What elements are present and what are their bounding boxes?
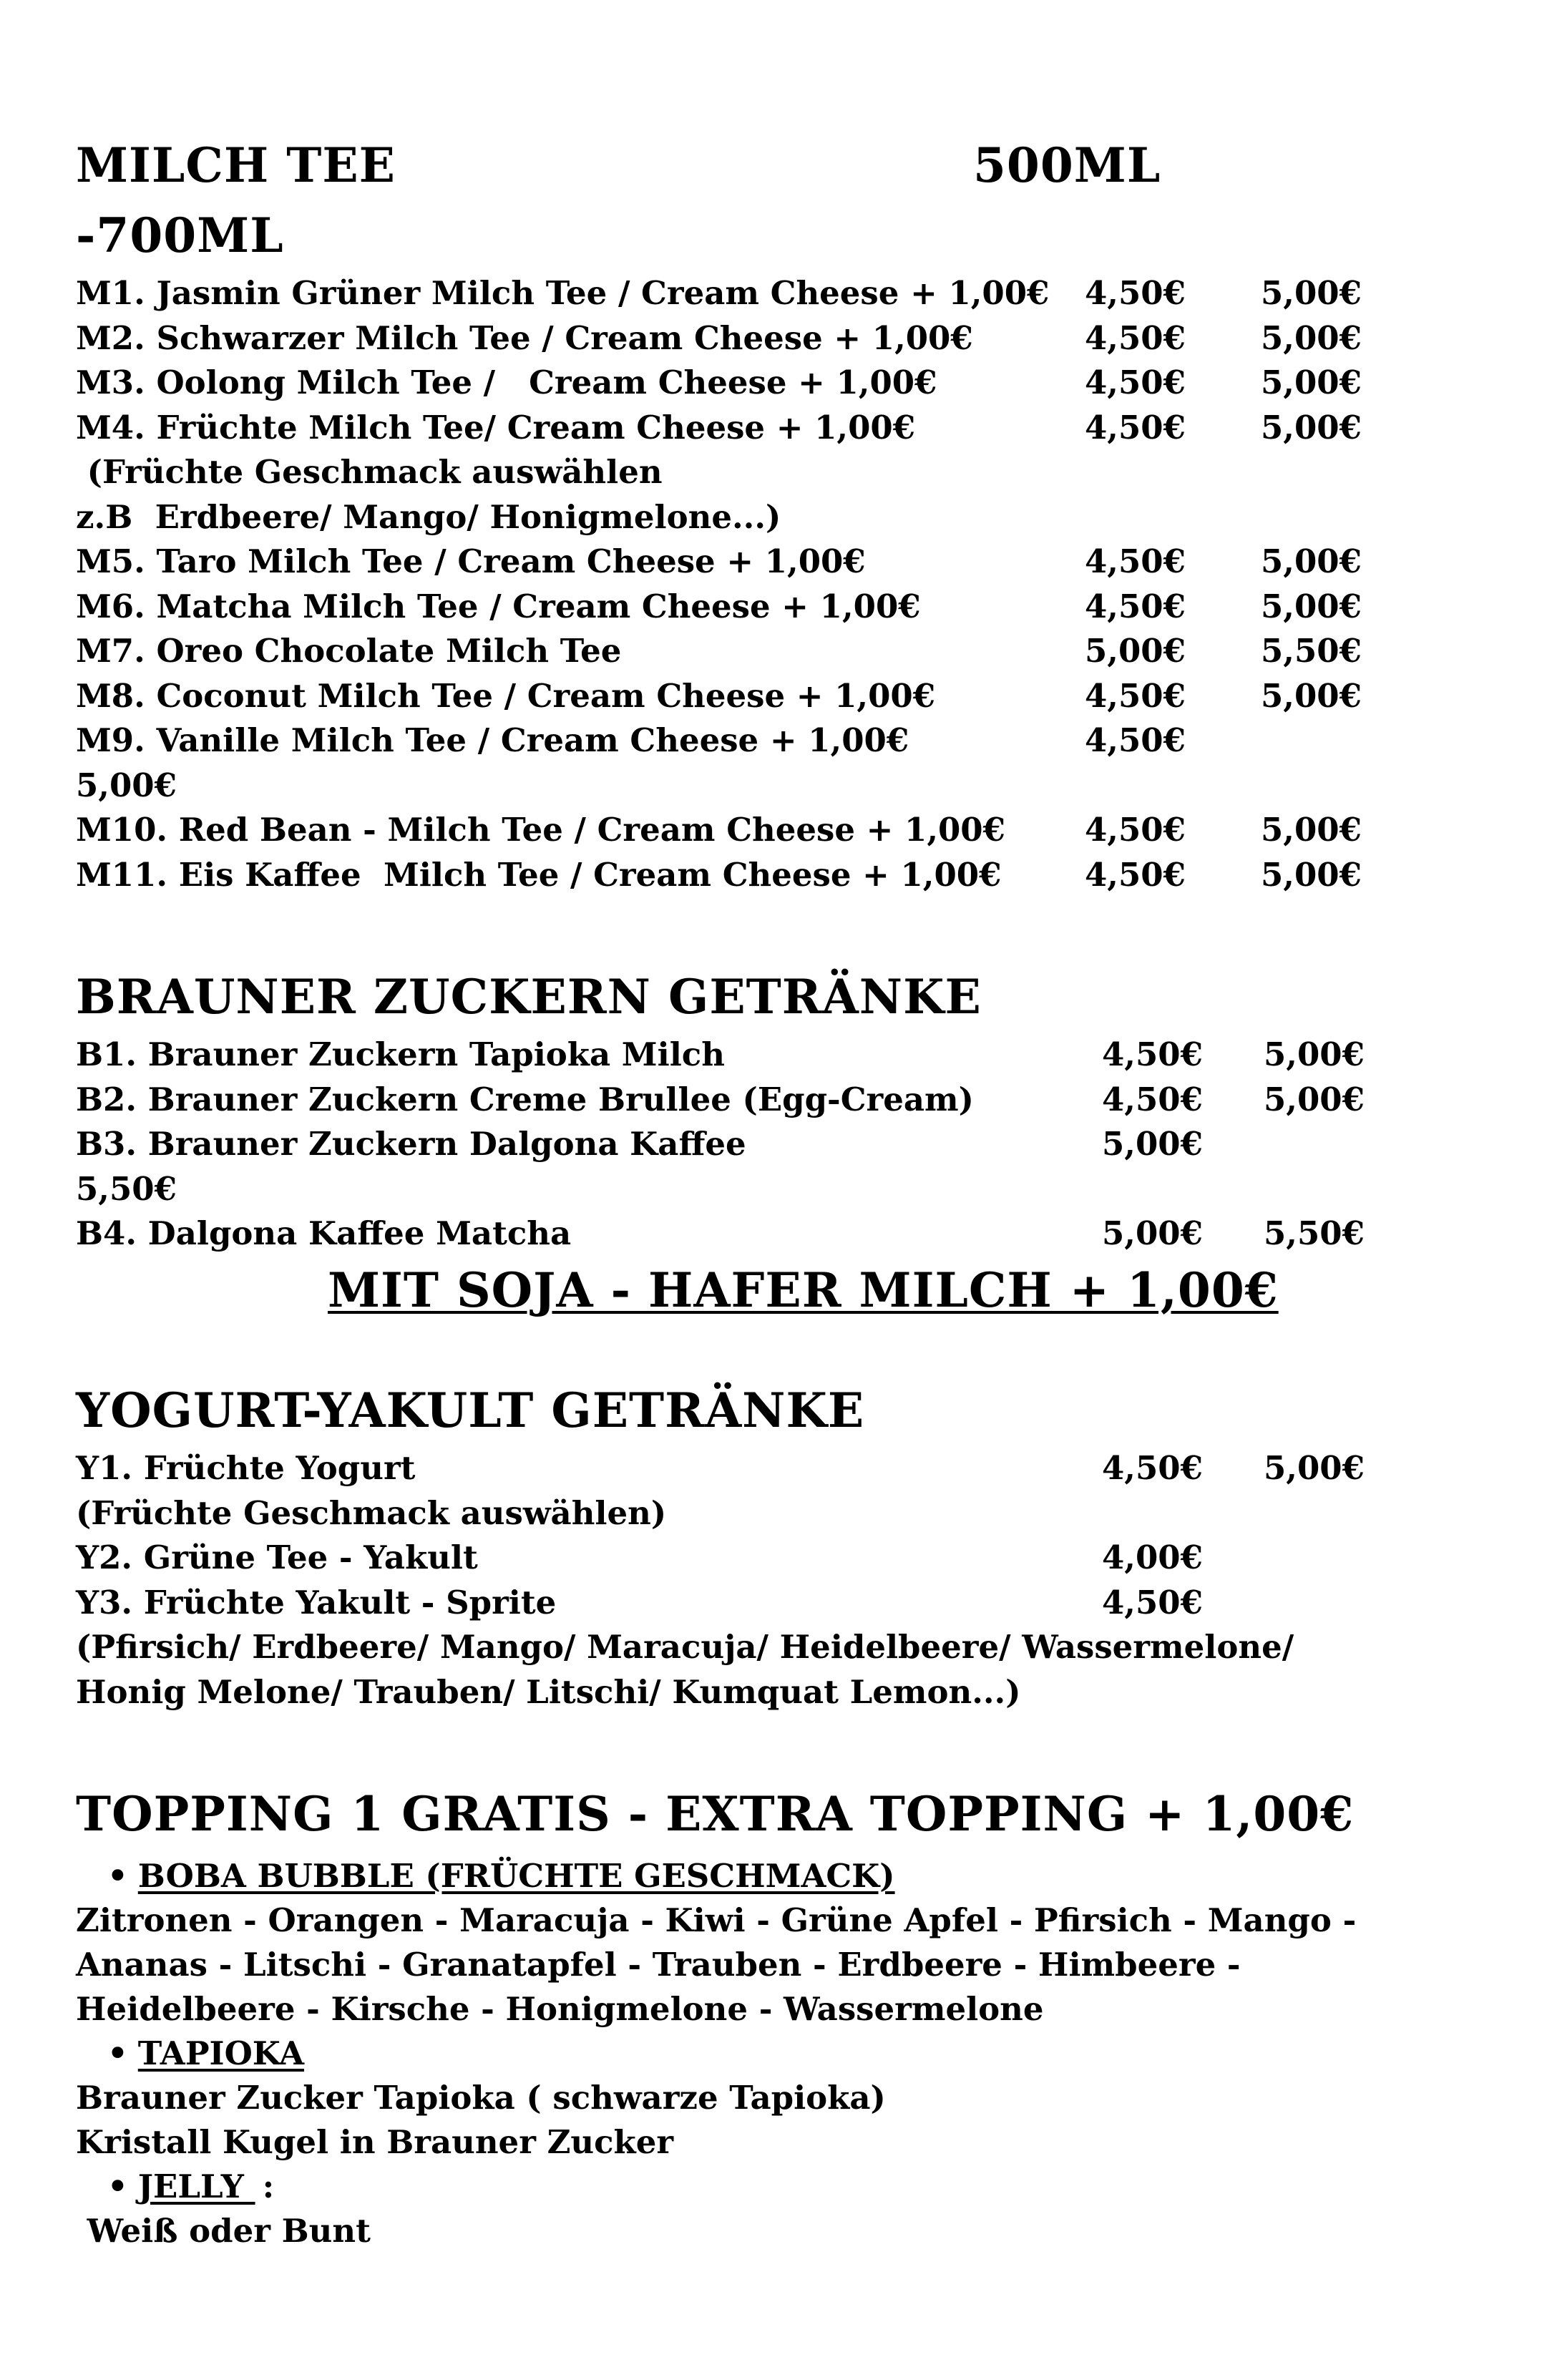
milch-item-name: M4. Früchte Milch Tee/ Cream Cheese + 1,00€ bbox=[76, 408, 916, 447]
milch-item-price-700: 5,00€ bbox=[1261, 274, 1362, 312]
brauner-item-price-700: 5,00€ bbox=[1264, 1080, 1365, 1118]
brauner-item-price-700: 5,00€ bbox=[1264, 1035, 1365, 1073]
milch-item-price-700: 5,00€ bbox=[1261, 318, 1362, 357]
tapioka-line: Brauner Zucker Tapioka ( schwarze Tapioka) bbox=[76, 2079, 886, 2117]
milch-item-price-700: 5,00€ bbox=[1261, 542, 1362, 580]
bullet-icon: • bbox=[107, 2167, 128, 2205]
milch-item-price-700: 5,00€ bbox=[1261, 811, 1362, 849]
jelly-colon: : bbox=[262, 2167, 275, 2205]
boba-heading bbox=[107, 1856, 895, 1896]
soja-hafer-note: MIT SOJA - HAFER MILCH + 1,00€ bbox=[328, 1262, 1279, 1318]
bullet-icon: • bbox=[107, 1857, 128, 1895]
brauner-item-price-500: 5,00€ bbox=[1102, 1214, 1203, 1252]
yogurt-item-price-700: 5,00€ bbox=[1264, 1449, 1365, 1487]
yogurt-item-price-500: 4,50€ bbox=[1102, 1583, 1203, 1621]
bullet-icon: • bbox=[107, 2034, 128, 2072]
milch-item-name: M9. Vanille Milch Tee / Cream Cheese + 1,00€ bbox=[76, 721, 909, 759]
brauner-item-price-500: 4,50€ bbox=[1102, 1035, 1203, 1073]
milch-item-name: M5. Taro Milch Tee / Cream Cheese + 1,00€ bbox=[76, 542, 866, 580]
milch-size-500: 500ML bbox=[973, 137, 1161, 193]
boba-line: Ananas - Litschi - Granatapfel - Trauben - Erdbeere - Himbeere - bbox=[76, 1946, 1241, 1984]
brauner-item-price-500: 4,50€ bbox=[1102, 1080, 1203, 1118]
milch-item-name: M6. Matcha Milch Tee / Cream Cheese + 1,00€ bbox=[76, 587, 921, 625]
milch-item-name: (Früchte Geschmack auswählen bbox=[76, 453, 663, 491]
milch-item-price-500: 4,50€ bbox=[1085, 542, 1186, 580]
yogurt-item-name: Y3. Früchte Yakult - Sprite bbox=[76, 1583, 557, 1621]
yogurt-item-name: Y1. Früchte Yogurt bbox=[76, 1449, 416, 1487]
milch-size-700: -700ML bbox=[76, 208, 284, 263]
milch-item-price-700: 5,00€ bbox=[1261, 855, 1362, 894]
milch-item-price-700: 5,00€ bbox=[1261, 364, 1362, 401]
yogurt-item-name: (Früchte Geschmack auswählen) bbox=[76, 1493, 667, 1532]
milch-item-price-700: 5,00€ bbox=[1261, 587, 1362, 625]
yogurt-item-price-500: 4,00€ bbox=[1102, 1538, 1203, 1576]
milch-item-price-500: 4,50€ bbox=[1085, 364, 1186, 401]
tapioka-heading bbox=[107, 2034, 304, 2074]
yogurt-title: YOGURT-YAKULT GETRÄNKE bbox=[76, 1382, 865, 1438]
milch-item-price-500: 5,00€ bbox=[1085, 632, 1186, 670]
jelly-heading bbox=[107, 2167, 274, 2207]
brauner-item-name: B3. Brauner Zuckern Dalgona Kaffee bbox=[76, 1125, 746, 1163]
milch-item-name: M1. Jasmin Grüner Milch Tee / Cream Cheese + 1,00€ bbox=[76, 274, 1050, 312]
milch-item-name: M3. Oolong Milch Tee / Cream Cheese + 1,00€ bbox=[76, 364, 937, 401]
yogurt-item-name: Honig Melone/ Trauben/ Litschi/ Kumquat Lemon...) bbox=[76, 1672, 1021, 1711]
milch-item-price-500: 4,50€ bbox=[1085, 855, 1186, 894]
tapioka-line: Kristall Kugel in Brauner Zucker bbox=[76, 2123, 674, 2161]
boba-line: Heidelbeere - Kirsche - Honigmelone - Wassermelone bbox=[76, 1990, 1044, 2028]
boba-line: Zitronen - Orangen - Maracuja - Kiwi - Grüne Apfel - Pfirsich - Mango - bbox=[76, 1901, 1357, 1939]
yogurt-item-name: (Pfirsich/ Erdbeere/ Mango/ Maracuja/ Heidelbeere/ Wassermelone/ bbox=[76, 1628, 1294, 1666]
milch-item-name: M11. Eis Kaffee Milch Tee / Cream Cheese + 1,00€ bbox=[76, 855, 1002, 894]
milch-item-price-500: 4,50€ bbox=[1085, 721, 1186, 759]
milch-item-price-500: 4,50€ bbox=[1085, 811, 1186, 849]
brauner-item-name: B1. Brauner Zuckern Tapioka Milch bbox=[76, 1035, 725, 1073]
milch-item-name: z.B Erdbeere/ Mango/ Honigmelone...) bbox=[76, 497, 781, 536]
milch-item-price-500: 4,50€ bbox=[1085, 318, 1186, 357]
brauner-item-name: B2. Brauner Zuckern Creme Brullee (Egg-Cream) bbox=[76, 1080, 974, 1118]
yogurt-item-price-500: 4,50€ bbox=[1102, 1449, 1203, 1487]
tapioka-label: TAPIOKA bbox=[137, 2034, 304, 2072]
boba-label: BOBA BUBBLE (FRÜCHTE GESCHMACK) bbox=[137, 1857, 895, 1895]
milch-item-price-700: 5,00€ bbox=[1261, 676, 1362, 715]
milch-item-name: M10. Red Bean - Milch Tee / Cream Cheese + 1,00€ bbox=[76, 811, 1005, 849]
jelly-line: Weiß oder Bunt bbox=[76, 2212, 371, 2250]
brauner-item-name: B4. Dalgona Kaffee Matcha bbox=[76, 1214, 572, 1252]
milch-item-price-500: 4,50€ bbox=[1085, 274, 1186, 312]
milch-item-name: M8. Coconut Milch Tee / Cream Cheese + 1,00€ bbox=[76, 676, 936, 715]
milch-item-name: M2. Schwarzer Milch Tee / Cream Cheese + 1,00€ bbox=[76, 318, 973, 357]
milch-item-name: 5,00€ bbox=[76, 766, 177, 804]
yogurt-item-name: Y2. Grüne Tee - Yakult bbox=[76, 1538, 478, 1576]
milch-item-price-500: 4,50€ bbox=[1085, 408, 1186, 447]
milch-item-price-500: 4,50€ bbox=[1085, 587, 1186, 625]
brauner-title: BRAUNER ZUCKERN GETRÄNKE bbox=[76, 969, 982, 1025]
milch-item-price-700: 5,50€ bbox=[1261, 632, 1362, 670]
brauner-item-price-700: 5,50€ bbox=[1264, 1214, 1365, 1252]
jelly-label: JELLY bbox=[137, 2167, 255, 2205]
topping-title: TOPPING 1 GRATIS - EXTRA TOPPING + 1,00€ bbox=[76, 1786, 1355, 1842]
brauner-item-name: 5,50€ bbox=[76, 1169, 177, 1208]
milch-item-price-500: 4,50€ bbox=[1085, 676, 1186, 715]
brauner-item-price-500: 5,00€ bbox=[1102, 1125, 1203, 1163]
milch-title: MILCH TEE bbox=[76, 137, 396, 193]
milch-item-name: M7. Oreo Chocolate Milch Tee bbox=[76, 632, 622, 670]
milch-item-price-700: 5,00€ bbox=[1261, 408, 1362, 447]
